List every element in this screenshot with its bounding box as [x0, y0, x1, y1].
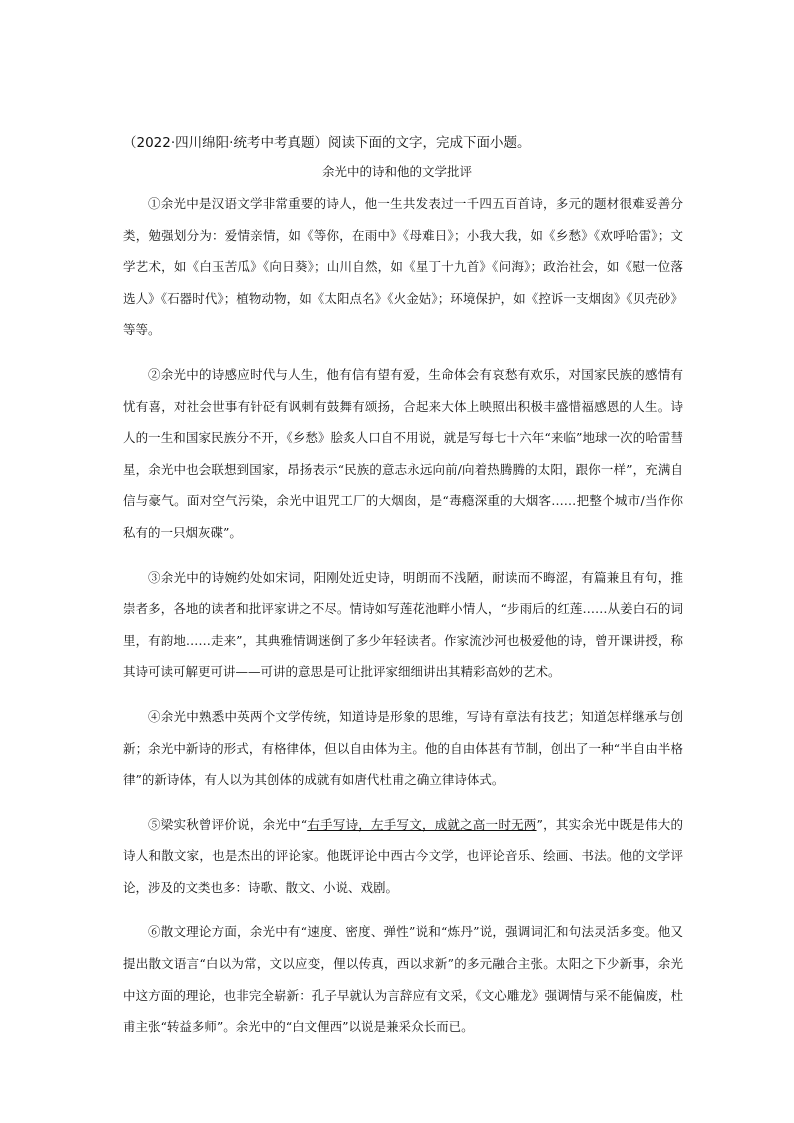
exam-source: （2022·四川绵阳·统考中考真题） [123, 135, 328, 151]
paragraph-5 [123, 809, 683, 904]
question-header [123, 133, 683, 153]
paragraph-6: ⑥散文理论方面，余光中有“速度、密度、弹性”说和“炼丹”说，强调词汇和句法灵活多变。他又提出散文语言“白以为常，文以应变，俚以传真，西以求新”的多元融合主张。太阳之下少新事，余光中这方面的理论，也非完全崭新：孔子早就认为言辞应有文采，《文心雕龙》强调情与采不能偏废，杜甫主张“转益多师”。余光中的“白文俚西”以说是兼采众长而已。 [123, 924, 683, 1035]
paragraph-2: ②余光中的诗感应时代与人生，他有信有望有爱，生命体会有哀愁有欢乐，对国家民族的感情有忧有喜，对社会世事有针砭有讽刺有鼓舞有颂扬，合起来大体上映照出积极丰盛惜福感恩的人生。诗人的一生和国家民族分不开，《乡愁》脍炙人口自不用说，就是写每七十六年“来临”地球一次的哈雷彗星，余光中也会联想到国家，昂扬表示“民族的意志永远向前/向着热腾腾的太阳，跟你一样”，充满自信与豪气。面对空气污染，余光中诅咒工厂的大烟囱，是“毒瘾深重的大烟客……把整个城市/当作你私有的一只烟灰碟”。 [123, 366, 683, 540]
paragraph-4: ④余光中熟悉中英两个文学传统，知道诗是形象的思维，写诗有章法有技艺；知道怎样继承与创新；余光中新诗的形式，有格律体，但以自由体为主。他的自由体甚有节制，创出了一种“半自由半格律”的新诗体，有人以为其创体的成就有如唐代杜甫之确立律诗体式。 [123, 708, 683, 788]
article-title: 余光中的诗和他的文学批评 [321, 164, 472, 179]
question-instruction: 阅读下面的文字，完成下面小题。 [327, 135, 531, 151]
paragraph-5-lead: ⑤梁实秋曾评价说，余光中“ [148, 816, 308, 832]
paragraph-3: ③余光中的诗婉约处如宋词，阳刚处近史诗，明朗而不浅陋，耐读而不晦涩，有篇兼且有句，推崇者多，各地的读者和批评家讲之不尽。情诗如写莲花池畔小情人，“步雨后的红莲……从姜白石的词里，有韵地……走来”，其典雅情调迷倒了多少年轻读者。作家流沙河也极爱他的诗，曾开课讲授，称其诗可读可解更可讲——可讲的意思是可让批评家细细讲出其精彩高妙的艺术。 [123, 569, 683, 680]
paragraph-5-rest: ”，其实余光中既是伟大的诗人和散文家，也是杰出的评论家。他既评论中西古今文学，也评论音乐、绘画、书法。他的文学评论，涉及的文类也多：诗歌、散文、小说、戏剧。 [123, 816, 683, 895]
article-body [123, 188, 683, 1056]
paragraph-1: ①余光中是汉语文学非常重要的诗人，他一生共发表过一千四五百首诗，多元的题材很难妥善分类，勉强划分为：爱情亲情，如《等你，在雨中》《母难日》；小我大我，如《乡愁》《欢呼哈雷》；文学艺术，如《白玉苦瓜》《向日葵》；山川自然，如《星丁十九首》《问海》；政治社会，如《慰一位落选人》《石器时代》；植物动物，如《太阳点名》《火金姑》；环境保护，如《控诉一支烟囱》《贝壳砂》等等。 [123, 196, 683, 338]
underlined-quote: 右手写诗，左手写文，成就之高一时无两 [307, 816, 537, 832]
